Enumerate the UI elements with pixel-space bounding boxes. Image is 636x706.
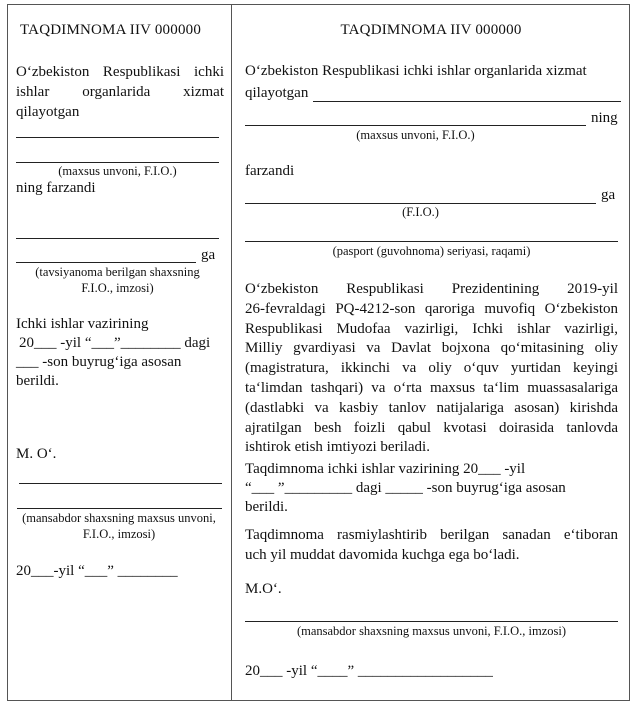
- left-recipient-line-2[interactable]: [16, 262, 196, 263]
- left-intro-line: qilayotgan: [16, 103, 80, 120]
- left-official-line-2[interactable]: [17, 508, 222, 509]
- decree-line: ta‘limdan tashqari) va o‘rta maxsus ta‘lim muassasalariga: [245, 379, 618, 396]
- left-intro-line: ishlar organlarida xizmat: [16, 83, 224, 100]
- left-order-line-1: Ichki ishlar vazirining: [16, 316, 149, 332]
- right-caption-fio: (F.I.O.): [402, 205, 439, 219]
- right-order-line-3: berildi.: [245, 499, 288, 515]
- right-order-line-1: Taqdimnoma ichki ishlar vazirining 20___ -yil: [245, 461, 526, 477]
- right-fio-line[interactable]: [245, 203, 596, 204]
- left-caption-recommender-1: (tavsiyanoma berilgan shaxsning: [35, 265, 200, 279]
- decree-line: O‘zbekiston Respublikasi Prezidentining 2019-yil: [245, 281, 618, 297]
- decree-line: Respublikasi Mudofaa vazirligi, Ichki ishlar vazirligi,: [245, 320, 618, 337]
- right-ga: ga: [601, 187, 616, 203]
- right-farzandi: farzandi: [245, 163, 295, 179]
- right-rank-line-2[interactable]: [245, 125, 586, 126]
- right-order-line-2: “___ ”_________ dagi _____ -son buyrug‘iga asosan: [245, 480, 566, 496]
- column-divider: [231, 4, 232, 701]
- left-ning-farzandi: ning farzandi: [16, 180, 96, 196]
- left-order-line-3: ___ -son buyrug‘iga asosan: [16, 354, 182, 370]
- decree-line: 26-fevraldagi PQ-4212-son qaroriga muvofiq O‘zbekiston: [245, 300, 618, 317]
- left-intro-line: O‘zbekiston Respublikasi ichki: [16, 64, 224, 80]
- left-date-line: 20___-yil “___” ________: [16, 563, 178, 579]
- decree-line: ishtirok etish imtiyozi beriladi.: [245, 439, 430, 456]
- left-rank-line-1[interactable]: [16, 137, 219, 138]
- left-order-line-4: berildi.: [16, 373, 59, 389]
- right-rank-line-1[interactable]: [313, 101, 621, 102]
- left-recipient-line-1[interactable]: [16, 238, 219, 239]
- right-caption-official: (mansabdor shaxsning maxsus unvoni, F.I.O., imzosi): [296, 624, 567, 638]
- right-caption-rank: (maxsus unvoni, F.I.O.): [356, 128, 475, 142]
- validity-line: Taqdimnoma rasmiylashtirib berilgan sanadan e‘tiboran: [245, 527, 618, 543]
- left-intro: [16, 63, 224, 122]
- right-decree-paragraph: [245, 280, 618, 458]
- left-order-line-2: 20___ -yil “___”________ dagi: [19, 335, 211, 351]
- left-caption-rank: (maxsus unvoni, F.I.O.): [58, 164, 177, 178]
- decree-line: ajratilgan besh foizli qabul kvotasi doirasida tanlovda: [245, 419, 618, 436]
- right-passport-line[interactable]: [245, 241, 618, 242]
- right-official-line[interactable]: [245, 621, 618, 622]
- validity-line: uch yil muddat davomida kuchga ega bo‘ladi.: [245, 546, 520, 563]
- left-caption-recommender-2: F.I.O., imzosi): [81, 281, 154, 295]
- left-title: TAQDIMNOMA IIV 000000: [20, 22, 202, 38]
- right-intro-line-1: O‘zbekiston Respublikasi ichki ishlar organlarida xizmat: [245, 63, 587, 79]
- right-ning: ning: [591, 110, 618, 126]
- decree-line: (magistratura, ikkinchi va oliy o‘quv yurtidan keyingi: [245, 360, 618, 377]
- right-caption-passport: (pasport (guvohnoma) seriyasi, raqami): [332, 244, 531, 258]
- left-caption-official-2: F.I.O., imzosi): [82, 527, 156, 541]
- right-date-line: 20___ -yil “____” __________________: [245, 663, 493, 679]
- left-official-line-1[interactable]: [19, 483, 222, 484]
- left-seal: M. O‘.: [16, 446, 57, 462]
- right-validity-paragraph: [245, 526, 618, 566]
- left-caption-official-1: (mansabdor shaxsning maxsus unvoni,: [22, 511, 216, 525]
- decree-line: Milliy gvardiyasi va Davlat bojxona qo‘mitasining oliy: [245, 340, 618, 357]
- right-seal: M.O‘.: [245, 581, 282, 597]
- right-intro-line-2: qilayotgan: [245, 85, 309, 101]
- right-title: TAQDIMNOMA IIV 000000: [340, 22, 522, 38]
- left-ga: ga: [201, 247, 216, 263]
- left-rank-line-2[interactable]: [16, 162, 219, 163]
- decree-line: (dastlabki va kasbiy tanlov natijalariga asosan) kirishda: [245, 399, 618, 416]
